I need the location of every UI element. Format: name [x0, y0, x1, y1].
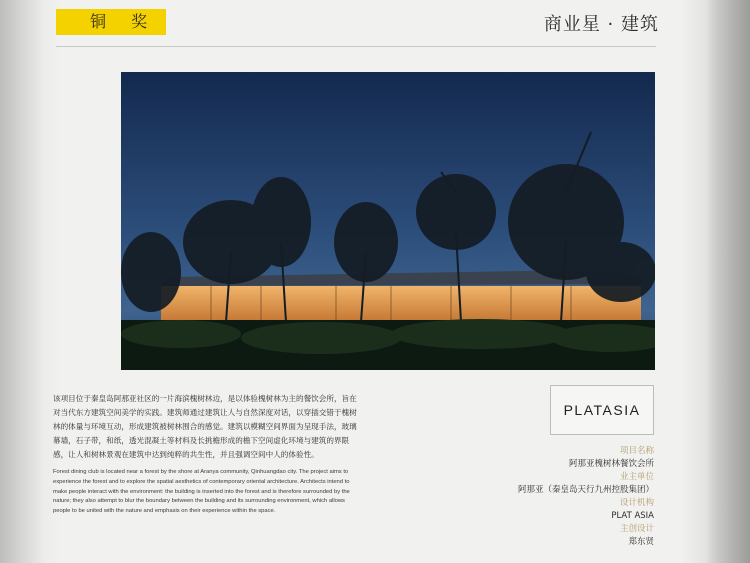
- building-photo: [121, 72, 655, 370]
- credit-value-owner: 阿那亚（秦皇岛天行九州控股集团）: [517, 485, 654, 495]
- firm-logo: [550, 385, 654, 435]
- page-curl-shadow: [706, 0, 750, 563]
- credit-value-project-name: 阿那亚槐树林餐饮会所: [568, 459, 654, 469]
- project-credits: [454, 445, 654, 549]
- credit-label-lead-designer: 主创设计: [619, 524, 654, 534]
- credit-label-design-firm: 设计机构: [619, 498, 654, 508]
- credit-label-project-name: 项目名称: [619, 446, 654, 456]
- chinese-description: 该项目位于秦皇岛阿那亚社区的一片海滨槐树林边，是以体验槐树林为主的餐饮会所，旨在对当代东方建筑空间美学的实践。建筑师通过建筑让人与自然深度对话，以穿插交错于槐树林的体量与环境互动，形成建筑被树林围合的感觉。建筑以模糊空间界面为呈现手法，玻璃幕墙，石子带，和纸，透光混凝土等材料及长挑檐形成的檐下空间虚化环境与建筑的界限感，让人和树林景观在建筑中达到纯粹的共生性，并且强调空间中人的体验性。: [53, 394, 357, 459]
- credit-label-owner: 业主单位: [619, 472, 654, 482]
- description-column: [53, 392, 358, 517]
- night-building-illustration: [121, 72, 655, 370]
- header-divider: [56, 46, 656, 47]
- credit-value-lead-designer: 郑东贤: [628, 537, 654, 547]
- firm-logo-text: PLATASIA: [563, 402, 641, 418]
- award-badge: 铜 奖: [56, 9, 166, 35]
- english-description: Forest dining club is located near a forest by the shore at Aranya community, Qinhuangdao city. The project aims to experience the forest and to explore the spatial aesthetics of contemporary oriental architecture. Architects intend to make people interact with the environment: the building is inserted into the forest and is therefore surrounded by the nature; they also attempt to blur the boundary between the building and its surrounding environment, which allows people to be united with the nature and emphasis on their experience within the space.: [53, 469, 350, 515]
- credit-value-design-firm: PLAT ASIA: [611, 511, 654, 521]
- category-title: 商业星 · 建筑: [543, 14, 659, 35]
